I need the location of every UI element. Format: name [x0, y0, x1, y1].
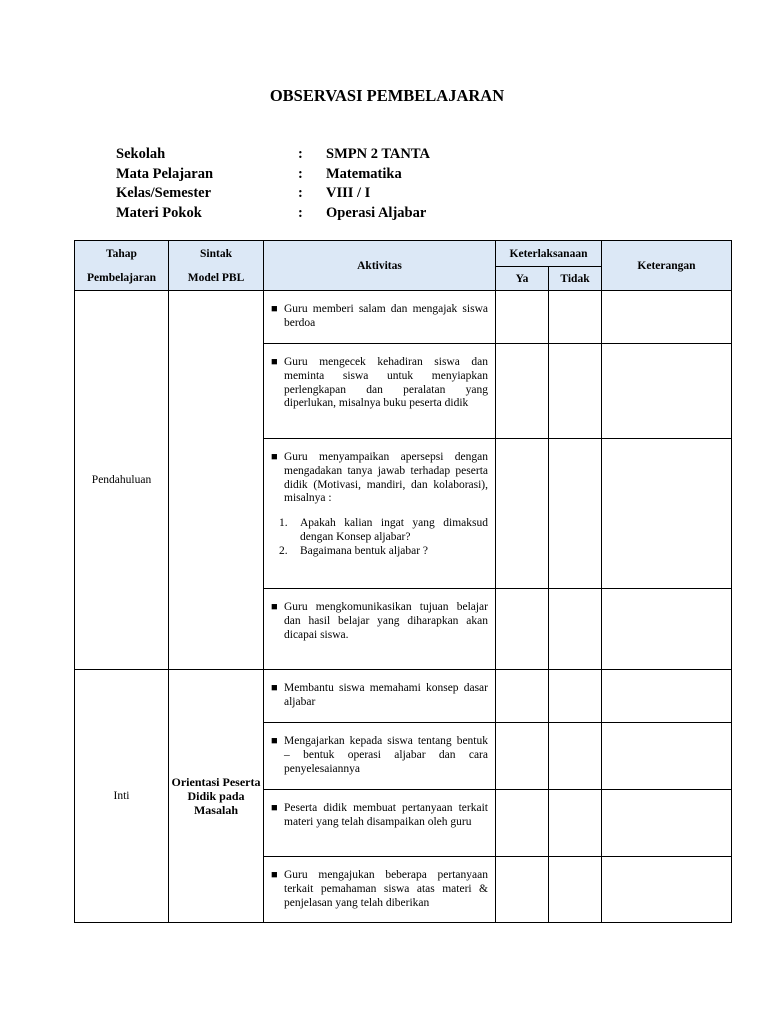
info-value: VIII / I — [326, 185, 371, 201]
info-value: SMPN 2 TANTA — [326, 146, 430, 162]
black-square-icon: ■ — [271, 869, 278, 881]
header-keterangan: Keterangan — [602, 241, 732, 291]
tahap-cell-inti: Inti — [75, 670, 169, 923]
activity-cell — [264, 439, 496, 589]
tidak-cell[interactable] — [549, 723, 602, 790]
ya-cell[interactable] — [496, 439, 549, 589]
header-tahap-line1: Tahap — [106, 247, 137, 260]
table-row — [75, 670, 732, 723]
activity-cell — [264, 670, 496, 723]
activity-cell — [264, 344, 496, 439]
black-square-icon: ■ — [271, 303, 278, 315]
page-title: OBSERVASI PEMBELAJARAN — [269, 86, 505, 105]
ya-cell[interactable] — [496, 790, 549, 857]
keterangan-cell[interactable] — [602, 670, 732, 723]
sintak-cell-inti: Orientasi Peserta Didik pada Masalah — [169, 670, 264, 923]
keterangan-cell[interactable] — [602, 857, 732, 923]
tidak-cell[interactable] — [549, 344, 602, 439]
info-separator: : — [298, 204, 303, 221]
sub-question-text: Bagaimana bentuk aljabar ? — [300, 544, 429, 557]
list-number: 2. — [279, 544, 288, 557]
ya-cell[interactable] — [496, 723, 549, 790]
header-tahap-line2: Pembelajaran — [87, 271, 156, 284]
header-sintak — [169, 241, 264, 291]
keterangan-cell[interactable] — [602, 291, 732, 344]
keterangan-cell[interactable] — [602, 589, 732, 670]
header-sintak-line1: Sintak — [200, 247, 232, 260]
sintak-cell-pendahuluan — [169, 291, 264, 670]
info-label: Materi Pokok — [116, 204, 202, 221]
black-square-icon: ■ — [271, 356, 278, 368]
activity-cell — [264, 291, 496, 344]
info-separator: : — [298, 185, 303, 201]
tidak-cell[interactable] — [549, 857, 602, 923]
black-square-icon: ■ — [271, 735, 278, 747]
info-value: Matematika — [326, 165, 402, 182]
info-row-kelas-semester — [116, 184, 536, 204]
header-ya: Ya — [496, 267, 549, 291]
info-label: Sekolah — [116, 146, 166, 162]
activity-text: Membantu siswa memahami konsep dasar aljabar — [284, 682, 488, 708]
sub-question-list — [271, 517, 488, 558]
activity-text: Guru mengajukan beberapa pertanyaan terkait pemahaman siswa atas materi & penjelasan yang telah diberikan — [284, 869, 488, 909]
activity-text: Guru mengecek kehadiran siswa dan meminta siswa untuk menyiapkan perlengkapan dan peralatan yang diperlukan, misalnya buku peserta didik — [284, 356, 488, 410]
info-label: Mata Pelajaran — [116, 165, 214, 182]
activity-text: Mengajarkan kepada siswa tentang bentuk – bentuk operasi aljabar dan cara penyelesaiannya — [284, 735, 488, 775]
info-block — [116, 145, 536, 223]
activity-text: Guru menyampaikan apersepsi dengan mengadakan tanya jawab terhadap peserta didik (Motivasi, mandiri, dan kolaborasi), misalnya : — [284, 451, 488, 505]
black-square-icon: ■ — [271, 802, 278, 814]
sub-question-text: Apakah kalian ingat yang dimaksud dengan Konsep aljabar? — [300, 517, 488, 543]
header-tidak: Tidak — [549, 267, 602, 291]
black-square-icon: ■ — [271, 451, 278, 463]
ya-cell[interactable] — [496, 589, 549, 670]
keterangan-cell[interactable] — [602, 344, 732, 439]
info-row-materi-pokok — [116, 204, 536, 224]
activity-text: Guru mengkomunikasikan tujuan belajar dan hasil belajar yang diharapkan akan dicapai siswa. — [284, 601, 488, 641]
header-aktivitas: Aktivitas — [264, 241, 496, 291]
observation-table — [74, 240, 732, 923]
activity-cell — [264, 857, 496, 923]
tidak-cell[interactable] — [549, 439, 602, 589]
black-square-icon: ■ — [271, 601, 278, 613]
list-item — [271, 545, 488, 559]
info-separator: : — [298, 165, 303, 182]
tidak-cell[interactable] — [549, 291, 602, 344]
ya-cell[interactable] — [496, 344, 549, 439]
info-row-mata-pelajaran — [116, 165, 536, 185]
header-sintak-line2: Model PBL — [187, 271, 245, 284]
header-tahap — [75, 241, 169, 291]
activity-text: Peserta didik membuat pertanyaan terkait materi yang telah disampaikan oleh guru — [284, 802, 488, 828]
list-number: 1. — [279, 517, 288, 530]
activity-cell — [264, 589, 496, 670]
info-value: Operasi Aljabar — [326, 204, 427, 221]
info-row-sekolah — [116, 145, 536, 165]
activity-cell — [264, 723, 496, 790]
ya-cell[interactable] — [496, 670, 549, 723]
tidak-cell[interactable] — [549, 670, 602, 723]
keterangan-cell[interactable] — [602, 790, 732, 857]
ya-cell[interactable] — [496, 291, 549, 344]
info-separator: : — [298, 146, 303, 162]
tidak-cell[interactable] — [549, 790, 602, 857]
keterangan-cell[interactable] — [602, 723, 732, 790]
ya-cell[interactable] — [496, 857, 549, 923]
keterangan-cell[interactable] — [602, 439, 732, 589]
activity-cell — [264, 790, 496, 857]
black-square-icon: ■ — [271, 682, 278, 694]
tahap-cell-pendahuluan: Pendahuluan — [75, 291, 169, 670]
tidak-cell[interactable] — [549, 589, 602, 670]
list-item — [271, 517, 488, 545]
activity-text: Guru memberi salam dan mengajak siswa berdoa — [284, 303, 488, 329]
header-keterlaksanaan: Keterlaksanaan — [496, 241, 602, 267]
info-label: Kelas/Semester — [116, 185, 212, 201]
table-row — [75, 291, 732, 344]
